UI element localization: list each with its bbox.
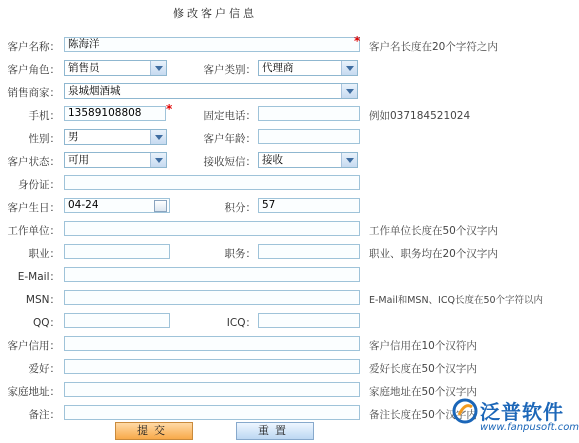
calendar-icon[interactable]: [154, 200, 167, 212]
sms-label: 接收短信：: [203, 156, 256, 168]
workplace-hint: 工作单位长度在50个汉字内: [369, 225, 498, 237]
msn-hint: E-Mail和MSN、ICQ长度在50个字符以内: [369, 295, 544, 306]
qq-label: QQ：: [32, 317, 60, 329]
mobile-required-mark: *: [166, 102, 173, 116]
chevron-down-icon[interactable]: [341, 61, 357, 75]
email-label: E-Mail：: [17, 271, 60, 283]
msn-input[interactable]: [64, 290, 360, 305]
customer-name-input[interactable]: 陈海洋: [64, 37, 360, 52]
customer-role-select[interactable]: [64, 60, 167, 76]
points-input[interactable]: 57: [258, 198, 360, 213]
remark-label: 备注：: [28, 409, 60, 421]
birthday-value: 04-24: [68, 199, 99, 211]
job-input[interactable]: [64, 244, 170, 259]
chevron-down-icon[interactable]: [150, 130, 166, 144]
job-label: 职业：: [28, 248, 60, 260]
vendor-label: 销售商家：: [7, 87, 60, 99]
mobile-label: 手机：: [28, 110, 60, 122]
gender-select[interactable]: [64, 129, 167, 145]
points-label: 积分：: [224, 202, 256, 214]
chevron-down-icon[interactable]: [341, 153, 357, 167]
brand-logo-icon: [452, 398, 478, 424]
remark-input[interactable]: [64, 405, 360, 420]
qq-input[interactable]: [64, 313, 170, 328]
address-input[interactable]: [64, 382, 360, 397]
id-card-input[interactable]: [64, 175, 360, 190]
position-label: 职务：: [224, 248, 256, 260]
msn-label: MSN：: [25, 294, 60, 306]
landline-hint: 例如037184521024: [369, 110, 471, 122]
icq-input[interactable]: [258, 313, 360, 328]
reset-button[interactable]: 重置: [236, 422, 314, 440]
id-card-label: 身份证：: [18, 179, 60, 191]
customer-category-label: 客户类别：: [203, 64, 256, 76]
gender-label: 性别：: [28, 133, 60, 145]
landline-label: 固定电话：: [203, 110, 256, 122]
chevron-down-icon[interactable]: [150, 61, 166, 75]
customer-name-label: 客户名称：: [7, 41, 60, 53]
hobby-hint: 爱好长度在50个汉字内: [369, 363, 477, 375]
remark-hint: 备注长度在50个汉字内: [369, 409, 477, 421]
status-select[interactable]: [64, 152, 167, 168]
credit-input[interactable]: [64, 336, 360, 351]
credit-hint: 客户信用在10个汉符内: [369, 340, 477, 352]
workplace-input[interactable]: [64, 221, 360, 236]
brand-url: www.fanpusoft.com: [480, 422, 579, 433]
hobby-label: 爱好：: [28, 363, 60, 375]
icq-label: ICQ：: [226, 317, 256, 329]
vendor-select[interactable]: [64, 83, 358, 99]
sms-select[interactable]: [258, 152, 358, 168]
birthday-input[interactable]: [64, 198, 170, 213]
age-input[interactable]: [258, 129, 360, 144]
customer-role-label: 客户角色：: [7, 64, 60, 76]
submit-button[interactable]: 提交: [115, 422, 193, 440]
status-label: 客户状态：: [7, 156, 60, 168]
sms-value: 接收: [262, 154, 283, 166]
customer-category-value: 代理商: [262, 62, 294, 74]
brand-logo: [450, 394, 579, 440]
customer-name-hint: 客户名长度在20个字符之内: [369, 41, 498, 53]
chevron-down-icon[interactable]: [150, 153, 166, 167]
gender-value: 男: [68, 131, 79, 143]
birthday-label: 客户生日：: [7, 202, 60, 214]
vendor-value: 泉城烟酒城: [68, 85, 121, 97]
position-input[interactable]: [258, 244, 360, 259]
address-hint: 家庭地址在50个汉字内: [369, 386, 477, 398]
hobby-input[interactable]: [64, 359, 360, 374]
chevron-down-icon[interactable]: [341, 84, 357, 98]
landline-input[interactable]: [258, 106, 360, 121]
customer-name-required-mark: *: [354, 34, 361, 48]
customer-category-select[interactable]: [258, 60, 358, 76]
workplace-label: 工作单位：: [7, 225, 60, 237]
page-title: 修改客户信息: [173, 7, 257, 20]
mobile-input[interactable]: 13589108808: [64, 106, 166, 121]
job-position-hint: 职业、职务均在20个汉字内: [369, 248, 498, 260]
email-input[interactable]: [64, 267, 360, 282]
customer-role-value: 销售员: [68, 62, 100, 74]
credit-label: 客户信用：: [7, 340, 60, 352]
age-label: 客户年龄：: [203, 133, 256, 145]
address-label: 家庭地址：: [7, 386, 60, 398]
brand-name: 泛普软件: [480, 400, 564, 424]
status-value: 可用: [68, 154, 89, 166]
